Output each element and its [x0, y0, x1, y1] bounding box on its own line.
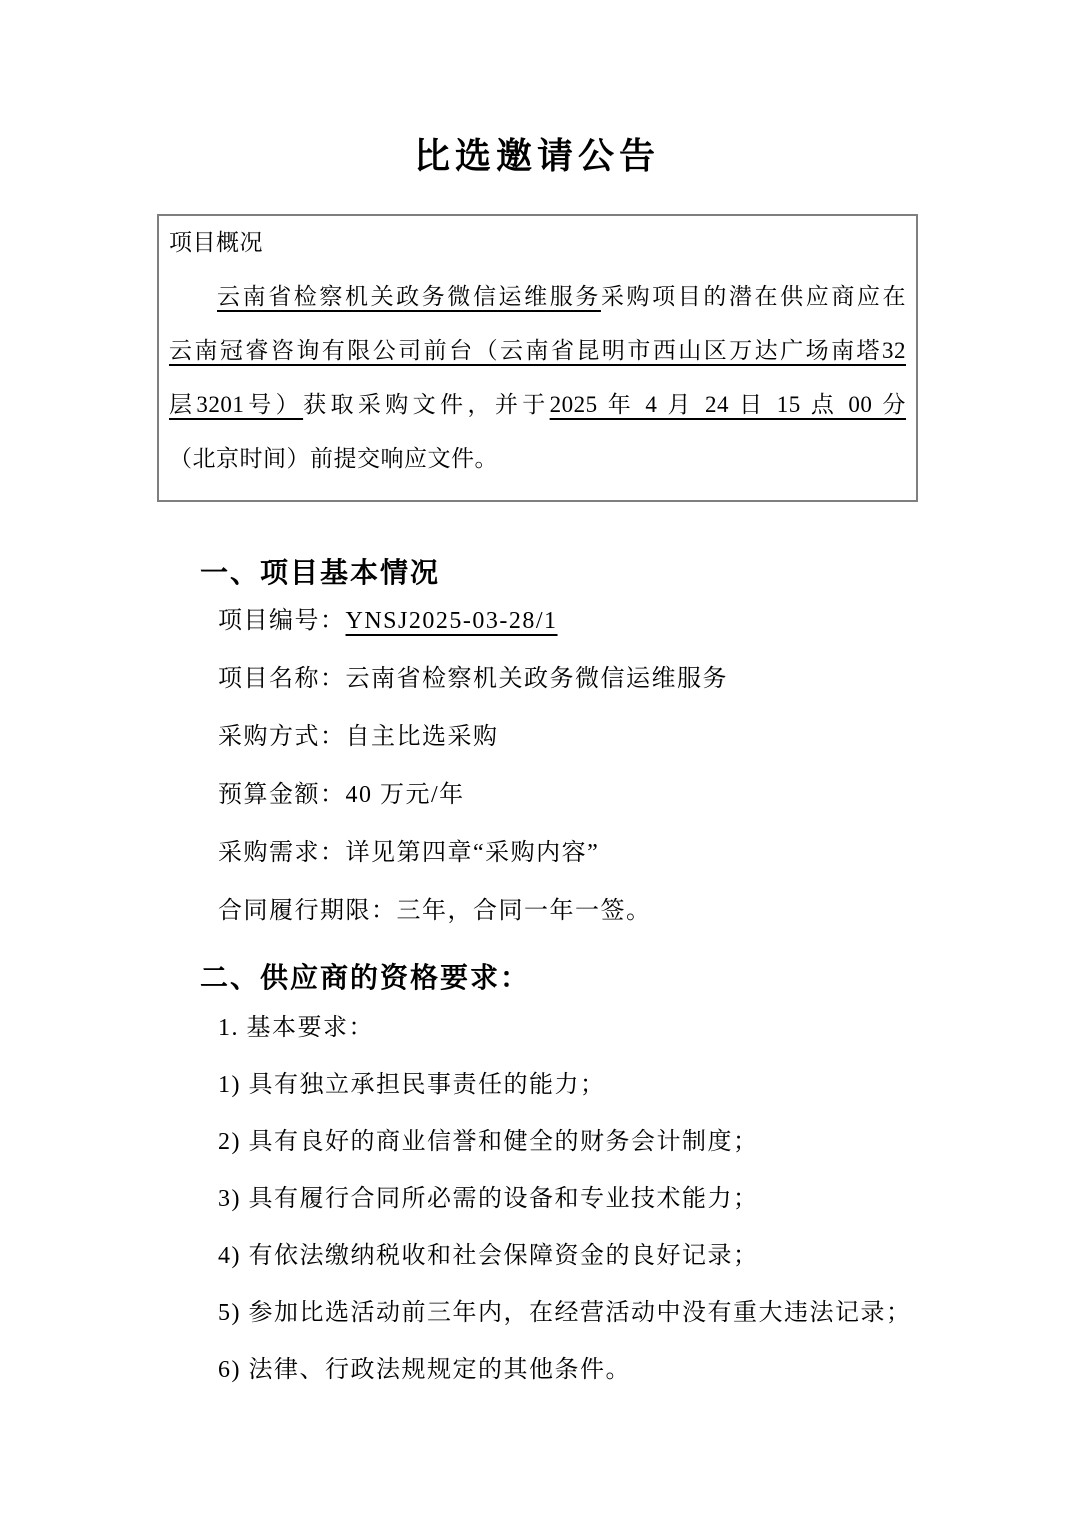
- project-overview-box: [157, 214, 918, 502]
- requirement-item-3: 3) 具有履行合同所必需的设备和专业技术能力；: [218, 1186, 759, 1212]
- requirement-item-4: 4) 有依法缴纳税收和社会保障资金的良好记录；: [218, 1243, 759, 1269]
- procurement-demand-value: 详见第四章“采购内容”: [345, 840, 600, 866]
- section1-list: [218, 592, 728, 940]
- project-name-label: 项目名称：: [218, 666, 346, 692]
- overview-line-2: [169, 324, 906, 378]
- overview-line-4: （北京时间）前提交响应文件。: [169, 446, 498, 471]
- document-title: 比选邀请公告: [413, 136, 660, 176]
- basic-requirements-heading: 1. 基本要求：: [218, 1015, 374, 1041]
- project-name-row: [218, 650, 728, 708]
- requirement-item-6: 6) 法律、行政法规规定的其他条件。: [218, 1357, 631, 1383]
- procurement-demand-label: 采购需求：: [218, 840, 346, 866]
- contract-period-value: 三年，合同一年一签。: [396, 898, 652, 924]
- overview-heading: 项目概况: [169, 230, 263, 255]
- project-number-label: 项目编号：: [218, 608, 346, 634]
- overview-address: 云南冠睿咨询有限公司前台（云南省昆明市西山区万达广场南塔32: [169, 338, 906, 363]
- project-number-row: [218, 592, 728, 650]
- section2-heading: 二、供应商的资格要求：: [200, 962, 531, 993]
- procurement-demand-row: [218, 824, 728, 882]
- section1-heading: 一、项目基本情况: [200, 557, 441, 588]
- contract-period-row: [218, 882, 728, 940]
- overview-line-3-text: 获取采购文件，并于: [303, 392, 550, 417]
- contract-period-label: 合同履行期限：: [218, 898, 397, 924]
- project-number-value: YNSJ2025-03-28/1: [345, 608, 558, 634]
- requirement-item-1: 1) 具有独立承担民事责任的能力；: [218, 1072, 606, 1098]
- overview-line-3: [169, 378, 906, 432]
- procurement-method-row: [218, 708, 728, 766]
- section2-list: [218, 1000, 912, 1399]
- requirement-item-5: 5) 参加比选活动前三年内，在经营活动中没有重大违法记录；: [218, 1300, 912, 1326]
- overview-address-continued: 层3201号）: [169, 392, 304, 417]
- budget-value: 40 万元/年: [345, 782, 465, 808]
- budget-row: [218, 766, 728, 824]
- overview-project-name: 云南省检察机关政务微信运维服务: [217, 284, 601, 309]
- budget-label: 预算金额：: [218, 782, 346, 808]
- requirement-item-2: 2) 具有良好的商业信誉和健全的财务会计制度；: [218, 1129, 759, 1155]
- procurement-method-value: 自主比选采购: [345, 724, 499, 750]
- overview-deadline: 2025 年 4 月 24 日 15 点 00 分: [549, 392, 907, 417]
- procurement-method-label: 采购方式：: [218, 724, 346, 750]
- overview-line-1-rest: 采购项目的潜在供应商应在: [600, 284, 907, 309]
- overview-line-1: [169, 270, 906, 324]
- project-name-value: 云南省检察机关政务微信运维服务: [345, 666, 728, 692]
